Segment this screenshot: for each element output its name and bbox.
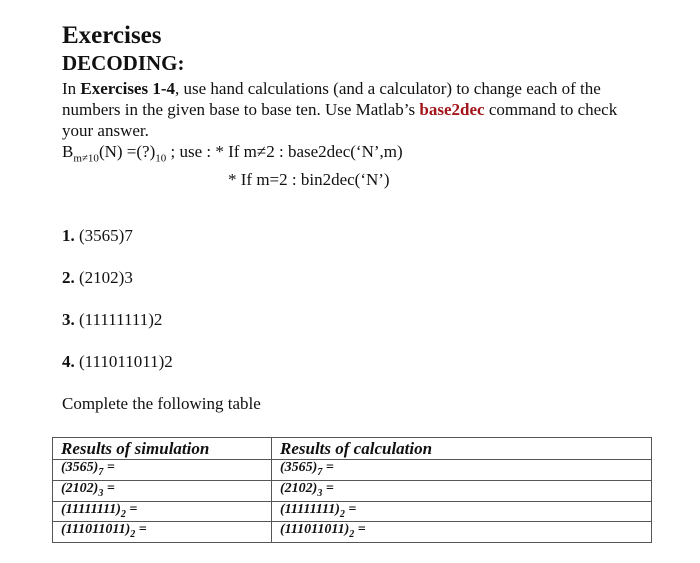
formula-line-2 [62,169,682,190]
cell-base: 7 [317,466,323,478]
exercise-number: 2. [62,268,75,288]
simulation-cell[interactable] [53,460,272,481]
exercise-number: 4. [62,352,75,372]
cell-number: (11111111) [61,501,121,517]
section-heading: DECODING: [62,51,185,75]
exercise-text: (2102)3 [74,268,133,288]
exercise-list [62,226,682,372]
cell-equals: = [135,522,147,538]
formula-line-1 [62,141,682,169]
formula-use: ; use : * If m≠2 : base2dec(‘N’,m) [166,142,403,161]
cell-number: (3565) [61,460,99,475]
page-title: Exercises [62,22,162,49]
cell-number: (11111111) [280,501,340,517]
intro-part-3: command to check your answer. [62,100,618,140]
exercise-text: (3565)7 [74,226,133,246]
table-row [53,480,652,501]
cell-base: 3 [317,487,323,499]
exercise-text: (111011011)2 [74,352,173,372]
formula-mid: (N) =(?) [98,142,156,161]
cell-base: 2 [349,529,355,541]
formula-b: B [62,142,74,161]
formula-base10: 10 [155,152,167,165]
simulation-cell[interactable] [53,522,272,543]
cell-base: 2 [339,508,345,520]
cell-equals: = [103,480,115,496]
table-row [53,460,652,481]
formula-bin2dec: * If m=2 : bin2dec(‘N’) [228,170,390,190]
base2dec-command: base2dec [419,100,485,119]
cell-base: 7 [98,466,104,478]
cell-base: 2 [120,508,126,520]
exercise-item [62,226,682,246]
intro-part-2: , use hand calculations (and a calculator) to change each of the numbers in the given base to base ten. Use Matlab’s [62,79,601,119]
simulation-cell[interactable] [53,480,272,501]
formula-b-subscript: m≠10 [73,152,99,165]
exercise-item [62,310,682,330]
calculation-cell[interactable] [272,522,652,543]
exercises-reference: Exercises 1-4 [80,79,176,98]
table-header-row [53,438,652,460]
cell-number: (2102) [280,480,318,496]
table-row [53,501,652,522]
cell-number: (2102) [61,480,99,496]
complete-table-instruction: Complete the following table [62,394,261,414]
cell-equals: = [322,460,334,475]
cell-number: (3565) [280,460,318,475]
exercise-item [62,268,682,288]
cell-equals: = [344,501,357,517]
intro-paragraph [62,78,652,141]
results-table [52,437,652,543]
exercise-text: (11111111)2 [74,310,163,330]
exercise-number: 3. [62,310,75,330]
exercise-number: 1. [62,226,75,246]
simulation-cell[interactable] [53,501,272,522]
cell-number: (111011011) [280,522,350,538]
exercise-page [62,22,682,414]
calculation-cell[interactable] [272,460,652,481]
intro-part-1: In [62,79,81,98]
cell-equals: = [103,460,115,475]
header-calculation: Results of calculation [272,438,652,460]
cell-number: (111011011) [61,522,131,538]
calculation-cell[interactable] [272,501,652,522]
calculation-cell[interactable] [272,480,652,501]
cell-equals: = [125,501,138,517]
cell-base: 3 [98,487,104,499]
table-row [53,522,652,543]
cell-equals: = [354,522,366,538]
exercise-item [62,352,682,372]
cell-base: 2 [130,529,136,541]
cell-equals: = [322,480,334,496]
header-simulation: Results of simulation [53,438,272,460]
